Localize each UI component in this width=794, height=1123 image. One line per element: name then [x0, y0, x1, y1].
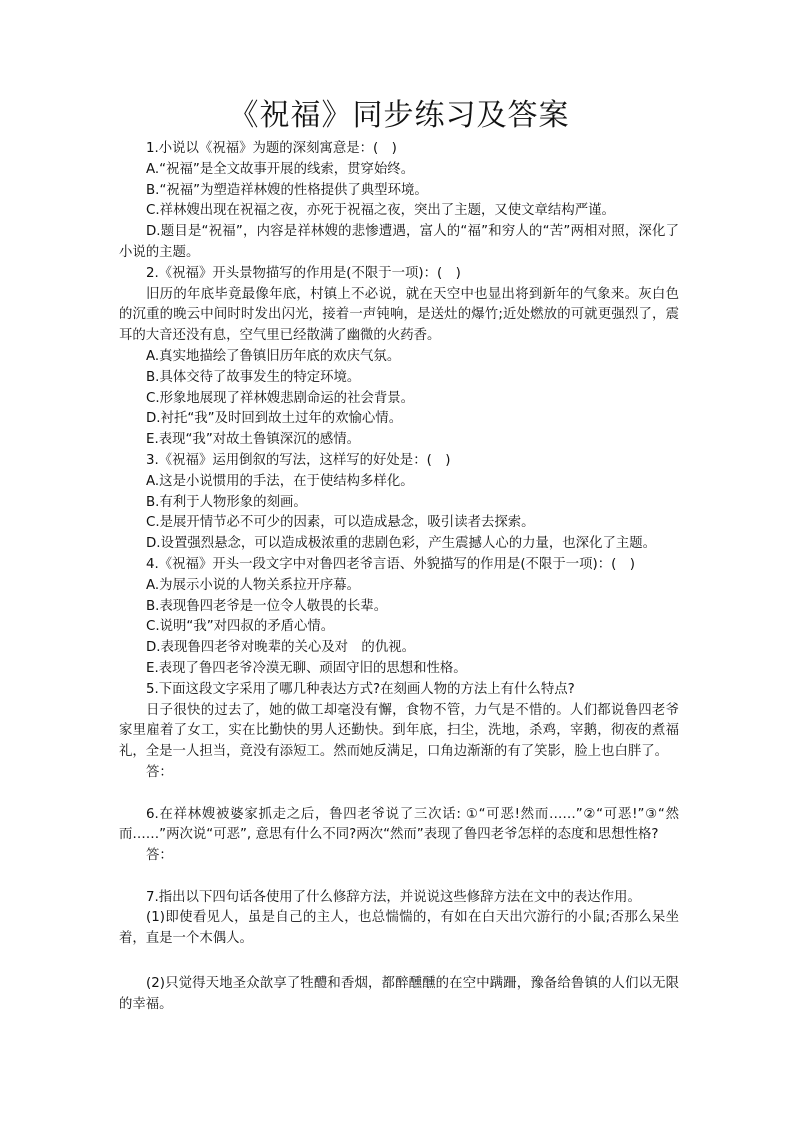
q5-question: 5.下面这段文字采用了哪几种表达方式?在刻画人物的方法上有什么特点? [146, 681, 575, 697]
q4-option-b: B.表现鲁四老爷是一位令人敬畏的长辈。 [146, 598, 388, 614]
q7-sentence-1: (1)即使看见人，虽是自己的主人，也总惴惴的，有如在白天出穴游行的小鼠;否那么呆坐着，直是一个木偶人。 [119, 910, 679, 947]
q2-option-b: B.具体交待了故事发生的特定环境。 [146, 369, 361, 385]
q4-option-c: C.说明“我”对四叔的矛盾心情。 [146, 619, 335, 635]
q7-gap [119, 950, 679, 974]
q3-option-a: A.这是小说惯用的手法，在于使结构多样化。 [146, 473, 414, 489]
q2-passage: 旧历的年底毕竟最像年底，村镇上不必说，就在天空中也显出将到新年的气象来。灰白色的沉重的晚云中间时时发出闪光，接着一声钝响，是送灶的爆竹;近处燃放的可就更强烈了，震耳的大音还没有息，空气里已经散满了幽微的火药香。 [119, 286, 679, 344]
q6-question: 6.在祥林嫂被婆家抓走之后，鲁四老爷说了三次话: ①“可恶!然而……”②“可恶!”③“然而……”两次说“可恶”, 意思有什么不同?两次“然而”表现了鲁四老爷怎样的态度和思想性格? [119, 806, 679, 843]
q5-passage: 日子很快的过去了，她的做工却毫没有懈，食物不管，力气是不惜的。人们都说鲁四老爷家里雇着了女工，实在比勤快的男人还勤快。到年底，扫尘，洗地，杀鸡，宰鹅，彻夜的煮福礼，全是一人担当，竟没有添短工。然而她反满足，口角边渐渐的有了笑影，脸上也白胖了。 [119, 702, 679, 760]
q2-option-a: A.真实地描绘了鲁镇旧历年底的欢庆气氛。 [146, 348, 401, 364]
q6-answer-space [119, 867, 679, 888]
q1-question: 1.小说以《祝福》为题的深刻寓意是：( ) [146, 141, 397, 156]
q4-option-d: D.表现鲁四老爷对晚辈的关心及对 的仇视。 [146, 640, 415, 656]
q1-option-d: D.题目是“祝福”，内容是祥林嫂的悲惨遭遇，富人的“福”和穷人的“苦”两相对照，深化了小说的主题。 [119, 224, 679, 260]
q5-answer-label: 答： [146, 764, 173, 780]
q1-option-c: C.祥林嫂出现在祝福之夜，亦死于祝福之夜，突出了主题，又使文章结构严谨。 [146, 203, 615, 219]
q4-option-a: A.为展示小说的人物关系拉开序幕。 [146, 577, 361, 593]
q2-option-d: D.衬托“我”及时回到故土过年的欢愉心情。 [146, 411, 403, 427]
q1-option-a: A.“祝福”是全文故事开展的线索，贯穿始终。 [146, 161, 415, 177]
q3-option-b: B.有利于人物形象的刻画。 [146, 494, 307, 510]
q2-option-e: E.表现“我”对故土鲁镇深沉的感情。 [146, 432, 361, 448]
q3-question: 3.《祝福》运用倒叙的写法，这样写的好处是：( ) [146, 452, 451, 468]
document-title: 《祝福》同步练习及答案 [228, 98, 570, 133]
q4-option-e: E.表现了鲁四老爷冷漠无聊、顽固守旧的思想和性格。 [146, 660, 467, 676]
q2-question: 2.《祝福》开头景物描写的作用是(不限于一项)：( ) [146, 265, 461, 281]
q4-question: 4.《祝福》开头一段文字中对鲁四老爷言语、外貌描写的作用是(不限于一项)：( ) [146, 556, 635, 572]
q2-option-c: C.形象地展现了祥林嫂悲剧命运的社会背景。 [146, 390, 415, 406]
document-page [119, 96, 679, 1016]
q3-option-d: D.设置强烈悬念，可以造成极浓重的悲剧色彩，产生震撼人心的力量，也深化了主题。 [146, 536, 657, 552]
q1-option-b: B.“祝福”为塑造祥林嫂的性格提供了典型环境。 [146, 182, 428, 198]
q5-answer-space [119, 784, 679, 805]
q6-answer-label: 答： [146, 848, 173, 864]
q7-sentence-2: (2)只觉得天地圣众歆享了牲醴和香烟，都醉醺醺的在空中蹒跚，豫备给鲁镇的人们以无限的幸福。 [119, 976, 679, 1012]
q3-option-c: C.是展开情节必不可少的因素，可以造成悬念，吸引读者去探索。 [146, 515, 535, 531]
q7-question: 7.指出以下四句话各使用了什么修辞方法，并说说这些修辞方法在文中的表达作用。 [146, 889, 641, 905]
